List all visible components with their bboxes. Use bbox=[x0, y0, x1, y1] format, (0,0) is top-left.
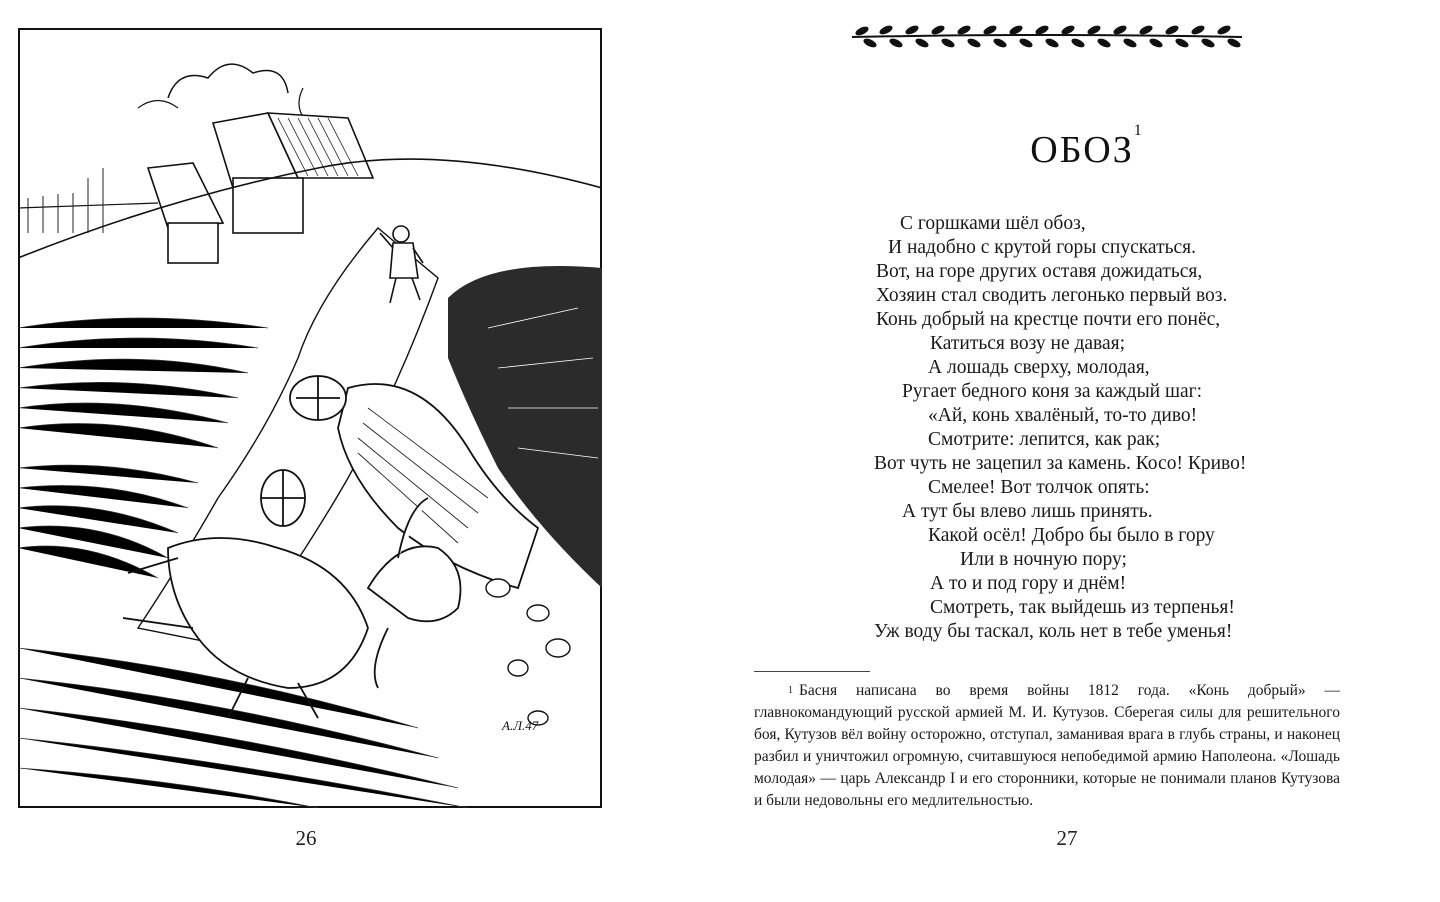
poem-line: А тут бы влево лишь принять. bbox=[902, 501, 1153, 522]
fable-title bbox=[720, 122, 1440, 172]
footnote-rule bbox=[754, 671, 870, 672]
poem-line: А лошадь сверху, молодая, bbox=[928, 357, 1150, 378]
poem-line: А то и под гору и днём! bbox=[930, 573, 1127, 594]
right-page bbox=[720, 0, 1440, 902]
poem-line: Вот, на горе других оставя дожидаться, bbox=[876, 261, 1203, 282]
poem-line: Или в ночную пору; bbox=[960, 549, 1127, 570]
poem-line: С горшками шёл обоз, bbox=[900, 213, 1086, 234]
poem-line: Катиться возу не давая; bbox=[930, 333, 1126, 354]
cart-crash-drawing bbox=[18, 28, 602, 808]
poem-line: И надобно с крутой горы спускаться. bbox=[888, 237, 1197, 258]
poem-line: Уж воду бы таскал, коль нет в тебе уменья! bbox=[874, 621, 1233, 642]
poem-line: Смотрите: лепится, как рак; bbox=[928, 429, 1161, 450]
page-number-left: 26 bbox=[295, 826, 317, 850]
page-number-right: 27 bbox=[1056, 826, 1078, 850]
poem-line: Вот чуть не зацепил за камень. Косо! Криво! bbox=[874, 453, 1247, 474]
poem-line: Смелее! Вот толчок опять: bbox=[928, 477, 1150, 498]
leaf-ornament-icon bbox=[848, 22, 1246, 52]
poem-line: Хозяин стал сводить легонько первый воз. bbox=[876, 285, 1228, 306]
poem-line: Смотреть, так выйдешь из терпенья! bbox=[930, 597, 1235, 618]
title-footnote-mark: 1 bbox=[1133, 122, 1144, 139]
fable-title-text: ОБОЗ bbox=[1030, 129, 1134, 171]
poem-line: Ругает бедного коня за каждый шаг: bbox=[902, 381, 1203, 402]
poem-line: Конь добрый на крестце почти его понёс, bbox=[876, 309, 1221, 330]
poem-line: Какой осёл! Добро бы было в гору bbox=[928, 525, 1215, 546]
illustration-signature: А.Л.47 bbox=[502, 718, 539, 733]
footnote bbox=[754, 680, 1340, 812]
footnote-mark: 1 bbox=[788, 685, 793, 696]
footnote-text: Басня написана во время войны 1812 года. «Конь добрый» — главнокомандующий русской армией М. И. Кутузов. Сберегая силы для решительного боя, Кутузов вёл войну осторожно, отступал, заманивая врага в глубь страны, и наконец разбил и уничтожил огромную, считавшуюся непобедимой армию Наполеона. «Лошадь молодая» — царь Александр I и его сторонники, которые не понимали планов Кутузова и были недовольны его медлительностью. bbox=[754, 682, 1340, 809]
fable-illustration bbox=[18, 28, 602, 808]
poem-line: «Ай, конь хвалёный, то-то диво! bbox=[928, 405, 1198, 426]
